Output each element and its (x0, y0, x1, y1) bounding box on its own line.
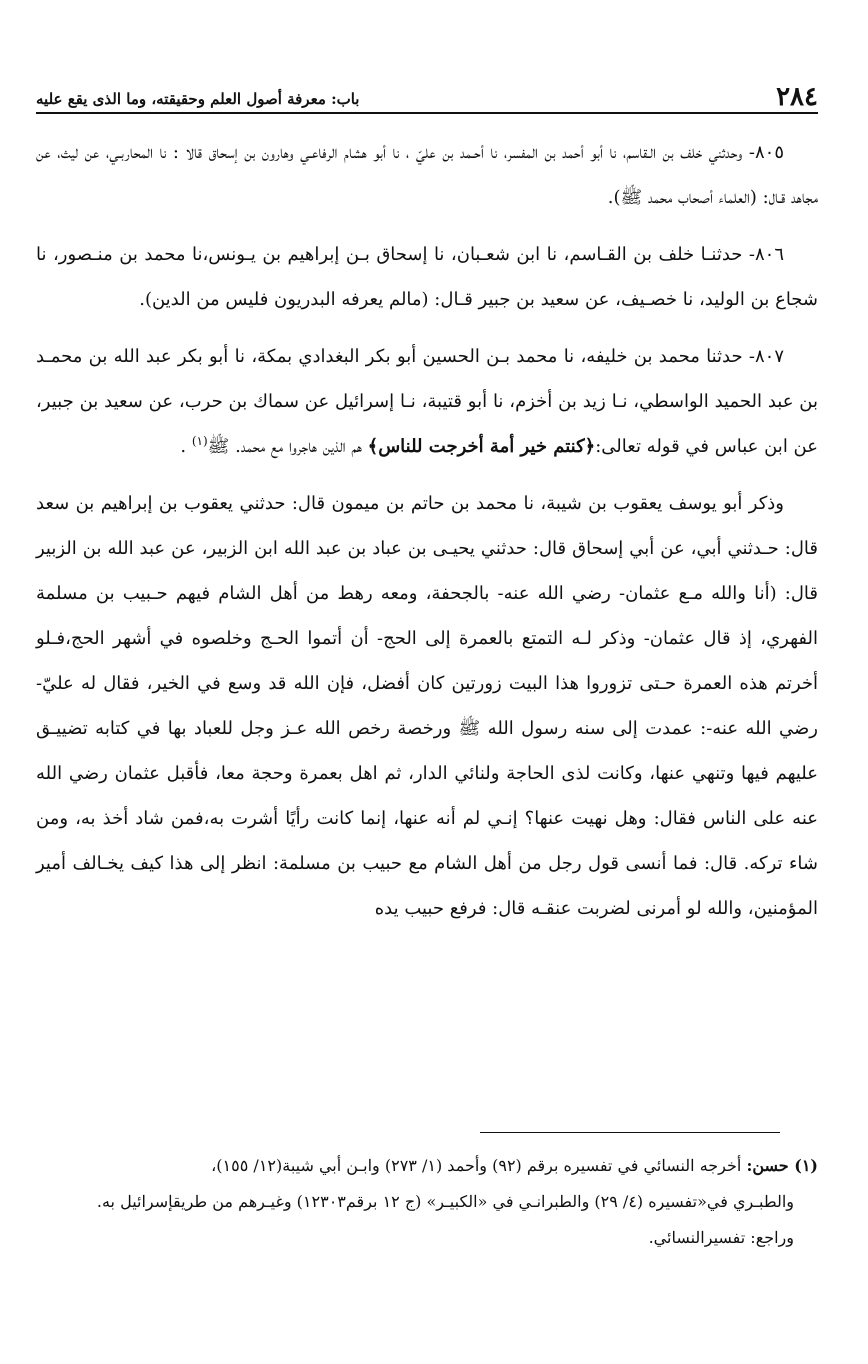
hadith-807-end: . (180, 436, 192, 457)
hadith-807-text: ٨٠٧- حدثنا محمد بن خليفه، نا محمد بـن الحسين أبو بكر البغدادي بمكة، نا أبو بكر عبد الله بن محمـد بن عبد الحميد الواسطي، نـا زيد بن أخزم، نا أبو قتيبة، نـا إسرائيل عن سماك بن حرب، عن سعيد بن جبير، عن ابن عباس في قوله تعالى: (36, 346, 818, 457)
footnote-rule (480, 1132, 780, 1133)
footnote-1-continuation: والطبـري في«تفسيره (٤/ ٢٩) والطبرانـي في «الكبيـر» (ج ١٢ برقم١٢٣٠٣) وغيـرهم من طريقإسرائيل به. (96, 1192, 794, 1211)
narration-paragraph: وذكر أبو يوسف يعقوب بن شيبة، نا محمد بن حاتم بن ميمون قال: حدثني يعقوب بن إبراهيم بن سعد قال: حـدثني أبي، عن أبي إسحاق قال: حدثني يحيـى بن عباد بن عبد الله ابن الزبير، عن عبد الله بن الزبير قال: (أنا والله مـع عثمان- رضي الله عنه- بالجحفة، ومعه رهط من أهل الشام فيهم حـبيب بن مسلمة الفهري، إذ قال عثمان- وذكر لـه التمتع بالعمرة إلى الحج- أن أتموا الحـج وخلصوه في أشهر الحج،فـلو أخرتم هذه العمرة حـتى تزوروا هذا البيت زورتين كان أفضل، فإن الله قد وسع في الخير، فقال له عليّ- رضي الله عنه-: عمدت إلى سنه رسول الله ﷺ ورخصة رخص الله عـز وجل للعباد بها في كتابه تضييـق عليهم فيها وتنهي عنها، وكانت لذى الحاجة ولنائي الدار، ثم اهل بعمرة وحجة معا، فأقبل عثمان رضي الله عنه على الناس فقال: وهل نهيت عنها؟ إنـي لم أنه عنها، إنما كانت رأيًا أشرت به،فمن شاد أخذ به، ومن شاء تركه. قال: فما أنسى قول رجل من أهل الشام مع حبيب بن مسلمة: انظر إلى هذا كيف يخـالف أمير المؤمنين، والله لو أمرنى لضربت عنقـه قال: فرفع حبيب يده (36, 493, 818, 919)
footnotes (36, 1148, 818, 1256)
page-header (36, 74, 818, 110)
footnote-1-line1: أخرجه النسائي في تفسيره برقم (٩٢) وأحمد (١/ ٢٧٣) وابـن أبي شيبة(١٢/ ١٥٥)، (211, 1156, 747, 1175)
hadith-805: ٨٠٥- وحدثني خلف بن الـقاسم، نا أبو أحمد بن المفسر، نا أحـمد بن عليّ ، نا أبو هشام الرفاعـي وهارون بن إسحاق قالا : نا المحاربـي، عن ليث، عن مجاهد قـال: (العلماء أصحاب محمد ﷺ). (36, 142, 818, 208)
page-number: ٢٨٤ (776, 82, 818, 112)
hadith-806: ٨٠٦- حدثنـا خلف بن القـاسم، نا ابن شعـبان، نا إسحاق بـن إبراهيم بن يـونس،نا محمد بن منـصور، نا شجاع بن الوليد، نا خصـيف، عن سعيد بن جبير قـال: (مالم يعرفه البدريون فليس من الدين). (36, 244, 818, 310)
running-title: باب: معرفة أصول العلم وحقيقته، وما الذى يقع عليه (36, 90, 360, 108)
footnote-1-see-also: وراجع: تفسيرالنسائي. (648, 1228, 794, 1247)
hadith-807 (36, 334, 818, 469)
footnote-1-label: (١) حسن: (746, 1156, 818, 1175)
hadith-807-tail: هم الذين هاجروا مع محمد. ﷺ (207, 436, 368, 457)
quran-verse: ﴿كنتم خير أمة أخرجت للناس﴾ (367, 436, 596, 457)
footnote-ref: (١) (191, 434, 208, 448)
main-text (36, 130, 818, 931)
footnote-1 (36, 1148, 818, 1184)
header-rule (36, 112, 818, 114)
